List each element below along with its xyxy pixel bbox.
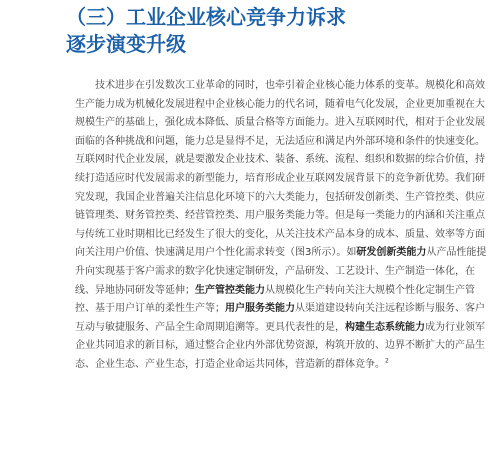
bold-term-ecosystem: 构建生态系统能力 <box>345 321 425 333</box>
body-text <box>75 77 493 375</box>
paragraph <box>75 77 493 375</box>
text-ecosystem: 成为行业领军企业共同追求的新目标，通过整合企业内外部优势资源，构筑开放的、边界不断扩大的产品生态、企业生态、产业生态，打造企业命运共同体，营造新的群体竞争。 <box>75 321 485 370</box>
heading-line-2: 逐步演变升级 <box>66 32 186 56</box>
footnote-marker: 2 <box>385 357 389 365</box>
bold-term-rd: 研发创新类能力 <box>356 247 427 259</box>
heading-line-1: （三）工业企业核心竞争力诉求 <box>66 5 346 29</box>
text-rd: 从产品性能提升向实现基于客户需求的数字化快速定制研发，产品研发、工艺设计、生产制造一体化，在线、异地协同研发等延伸； <box>75 247 487 296</box>
text-production: 从规模化生产转向关注大规模个性化定制生产管控、基于用户订单的柔性生产等； <box>75 284 475 315</box>
section-heading <box>66 4 486 58</box>
bold-term-service: 用户服务类能力 <box>225 303 295 315</box>
paragraph-intro: 技术进步在引发数次工业革命的同时，也牵引着企业核心能力体系的变革。规模化和高效生产能力成为机械化发展进程中企业核心能力的代名词，随着电气化发展，企业更加重视在大规模生产的基础上，强化成本降低、质量合格等方面能力。进入互联网时代，相对于企业发展面临的各种挑战和问题，能力总是显得不足，无法适应和满足内外部环境和条件的快速变化。互联网时代企业发展，就是要激发企业技术、装备、系统、流程、组织和数据的综合价值，持续打造适应时代发展需求的新型能力，培育形成企业互联网发展背景下的竞争新优势。我们研究发现，我国企业普遍关注信息化环境下的六大类能力，包括研发创新类、生产管控类、供应链管理类、财务管控类、经营管控类、用户服务类能力等。但是每一类能力的内涵和关注重点与传统工业时期相比已经发生了很大的变化，从关注技术产品本身的成本、质量、效率等方面向关注用户价值、快速满足用户个性化需求转变（图3所示）。如 <box>75 80 485 259</box>
bold-term-production: 生产管控类能力 <box>195 284 265 296</box>
text-service: 从渠道建设转向关注远程诊断与服务、客户互动与敏捷服务、产品全生命周期追溯等。更具代表性的是， <box>75 303 485 333</box>
